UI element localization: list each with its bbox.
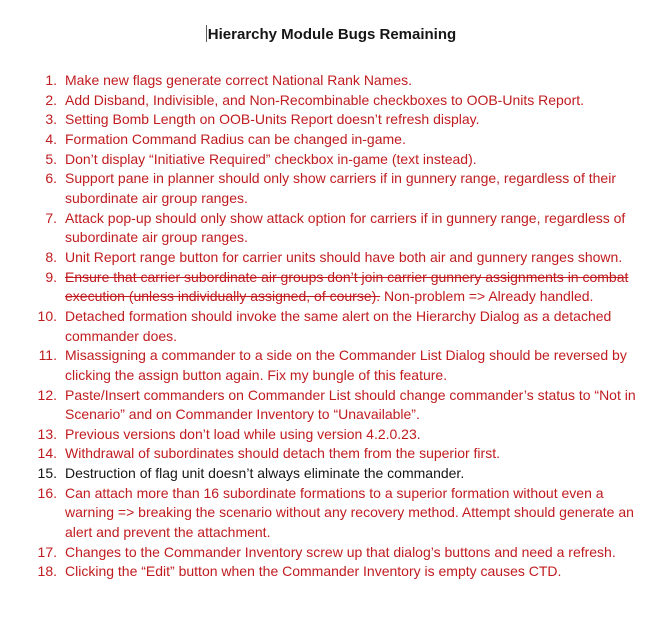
list-item <box>0 130 662 150</box>
list-item <box>0 543 662 563</box>
list-item <box>0 444 662 464</box>
page-title: Hierarchy Module Bugs Remaining <box>207 26 457 43</box>
list-item-text: Previous versions don’t load while using version 4.2.0.23. <box>65 425 421 442</box>
list-item-text: Destruction of flag unit doesn’t always eliminate the commander. <box>65 465 465 482</box>
list-item-number: 17. <box>37 543 57 560</box>
list-item-number: 11. <box>38 347 57 364</box>
list-item-text: Paste/Insert commanders on Commander List should change commander’s status to “Not in Scenario” and on Commander Inventory to “Unavailable”. <box>65 386 636 423</box>
list-item-text: Changes to the Commander Inventory screw up that dialog’s buttons and need a refresh. <box>65 543 616 560</box>
list-item <box>0 110 662 130</box>
list-item-number: 18. <box>37 563 57 580</box>
list-item <box>0 386 662 425</box>
list-item-text: Setting Bomb Length on OOB-Units Report doesn’t refresh display. <box>65 111 480 128</box>
list-item <box>0 425 662 445</box>
list-item-text: Support pane in planner should only show carriers if in gunnery range, regardless of their subordinate air group ranges. <box>65 170 616 206</box>
list-item-text: Attack pop-up should only show attack option for carriers if in gunnery range, regardless of subordinate air group ranges. <box>65 209 626 246</box>
list-item <box>0 346 662 385</box>
list-item <box>0 464 662 484</box>
list-item-number: 10. <box>37 307 57 324</box>
list-item-number: 9. <box>45 268 57 285</box>
list-item-text: Don’t display “Initiative Required” checkbox in-game (text instead). <box>65 150 477 167</box>
list-item <box>0 268 662 307</box>
list-item-number: 12. <box>37 386 57 403</box>
list-item <box>0 209 662 248</box>
list-item-number: 13. <box>37 425 57 442</box>
list-item-number: 6. <box>45 170 57 187</box>
list-item <box>0 248 662 268</box>
list-item <box>0 307 662 346</box>
list-item-number: 8. <box>45 248 57 265</box>
list-item-text: Ensure that carrier subordinate air groups don’t join carrier gunnery assignments in combat execution (unless individually assigned, of course). Non-problem => Already handled. <box>65 268 629 305</box>
list-item-text: Formation Command Radius can be changed in-game. <box>65 130 406 147</box>
list-item <box>0 91 662 111</box>
list-item <box>0 71 662 91</box>
list-item <box>0 562 662 582</box>
list-item-number: 2. <box>45 91 57 108</box>
list-item-number: 15. <box>37 465 57 482</box>
list-item-number: 16. <box>37 484 57 501</box>
list-item <box>0 484 662 543</box>
list-item-text: Misassigning a commander to a side on the Commander List Dialog should be reversed by clicking the assign button again. Fix my bungle of this feature. <box>65 347 627 383</box>
list-item-number: 7. <box>45 209 57 226</box>
list-item-text: Add Disband, Indivisible, and Non-Recombinable checkboxes to OOB-Units Report. <box>65 91 585 108</box>
list-item-number: 14. <box>37 445 57 462</box>
text-cursor <box>206 25 207 42</box>
list-item-text: Unit Report range button for carrier units should have both air and gunnery ranges shown. <box>65 248 623 265</box>
document-title-row <box>0 0 662 45</box>
list-item-text: Detached formation should invoke the same alert on the Hierarchy Dialog as a detached commander does. <box>65 307 612 344</box>
list-item-number: 5. <box>45 150 57 167</box>
bug-list <box>0 71 662 582</box>
list-item-number: 3. <box>45 111 57 128</box>
list-item-text: Can attach more than 16 subordinate formations to a superior formation without even a warning => breaking the scenario without any recovery method. Attempt should generate an alert and prevent the attachment. <box>65 484 634 541</box>
list-item-text: Make new flags generate correct National Rank Names. <box>65 72 413 88</box>
list-item-number: 4. <box>45 130 57 147</box>
list-item-text: Clicking the “Edit” button when the Commander Inventory is empty causes CTD. <box>65 563 562 580</box>
list-item-text: Withdrawal of subordinates should detach them from the superior first. <box>65 445 500 462</box>
list-item-number: 1. <box>45 72 57 88</box>
list-item <box>0 150 662 170</box>
list-item <box>0 169 662 208</box>
